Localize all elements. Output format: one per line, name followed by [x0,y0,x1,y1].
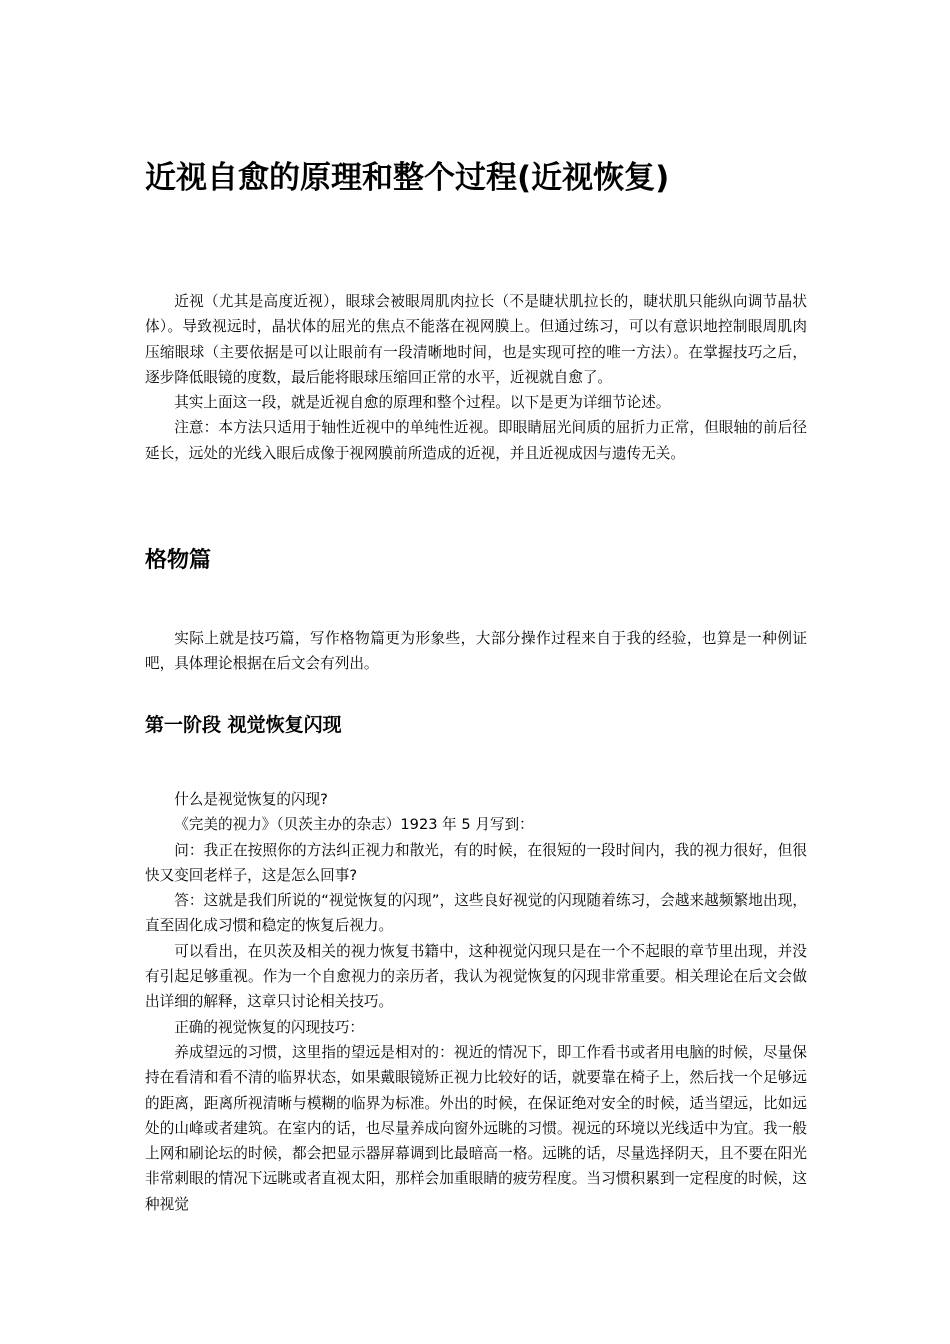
body-paragraph: 《完美的视力》（贝茨主办的杂志）1923 年 5 月写到： [174,816,534,834]
body-paragraph: 答：这就是我们所说的“视觉恢复的闪现”，这些良好视觉的闪现随着练习，会越来越频繁地出现，直至固化成习惯和稳定的恢复后视力。 [145,892,807,935]
section-heading-stage-one: 第一阶段 视觉恢复闪现 [145,714,342,736]
section-gewu-body [145,626,807,677]
section-heading-gewu: 格物篇 [145,548,212,573]
document-title: 近视自愈的原理和整个过程(近视恢复) [145,160,670,196]
body-paragraph: 可以看出，在贝茨及相关的视力恢复书籍中，这种视觉闪现只是在一个不起眼的章节里出现，并没有引起足够重视。作为一个自愈视力的亲历者，我认为视觉恢复的闪现非常重要。相关理论在后文会做出详细的解释，这章只讨论相关技巧。 [145,942,807,1011]
body-paragraph: 问：我正在按照你的方法纠正视力和散光，有的时候，在很短的一段时间内，我的视力很好，但很快又变回老样子，这是怎么回事? [145,841,807,884]
body-paragraph: 什么是视觉恢复的闪现? [174,791,328,808]
body-paragraph: 实际上就是技巧篇，写作格物篇更为形象些，大部分操作过程来自于我的经验，也算是一种例证吧，具体理论根据在后文会有列出。 [145,630,807,673]
section-stage-one-body [145,787,807,1217]
intro-paragraph: 其实上面这一段，就是近视自愈的原理和整个过程。以下是更为详细节论述。 [174,394,671,412]
body-paragraph: 养成望远的习惯，这里指的望远是相对的：视近的情况下，即工作看书或者用电脑的时候，尽量保持在看清和看不清的临界状态，如果戴眼镜矫正视力比较好的话，就要靠在椅子上，然后找一个足够远的距离，距离所视清晰与模糊的临界为标准。外出的时候，在保证绝对安全的时候，适当望远，比如远处的山峰或者建筑。在室内的话，也尽量养成向窗外远眺的习惯。视远的环境以光线适中为宜。我一般上网和刷论坛的时候，都会把显示器屏幕调到比最暗高一格。远眺的话，尽量选择阴天，且不要在阳光非常刺眼的情况下远眺或者直视太阳，那样会加重眼睛的疲劳程度。当习惯积累到一定程度的时候，这种视觉 [145,1043,807,1213]
intro-block [145,289,807,466]
body-paragraph: 正确的视觉恢复的闪现技巧： [174,1018,364,1036]
intro-paragraph: 近视（尤其是高度近视），眼球会被眼周肌肉拉长（不是睫状肌拉长的，睫状肌只能纵向调节晶状体）。导致视远时，晶状体的屈光的焦点不能落在视网膜上。但通过练习，可以有意识地控制眼周肌肉压缩眼球（主要依据是可以让眼前有一段清晰地时间，也是实现可控的唯一方法）。在掌握技巧之后，逐步降低眼镜的度数，最后能将眼球压缩回正常的水平，近视就自愈了。 [145,293,807,386]
intro-paragraph: 注意：本方法只适用于轴性近视中的单纯性近视。即眼睛屈光间质的屈折力正常，但眼轴的前后径延长，远处的光线入眼后成像于视网膜前所造成的近视，并且近视成因与遗传无关。 [145,419,807,462]
